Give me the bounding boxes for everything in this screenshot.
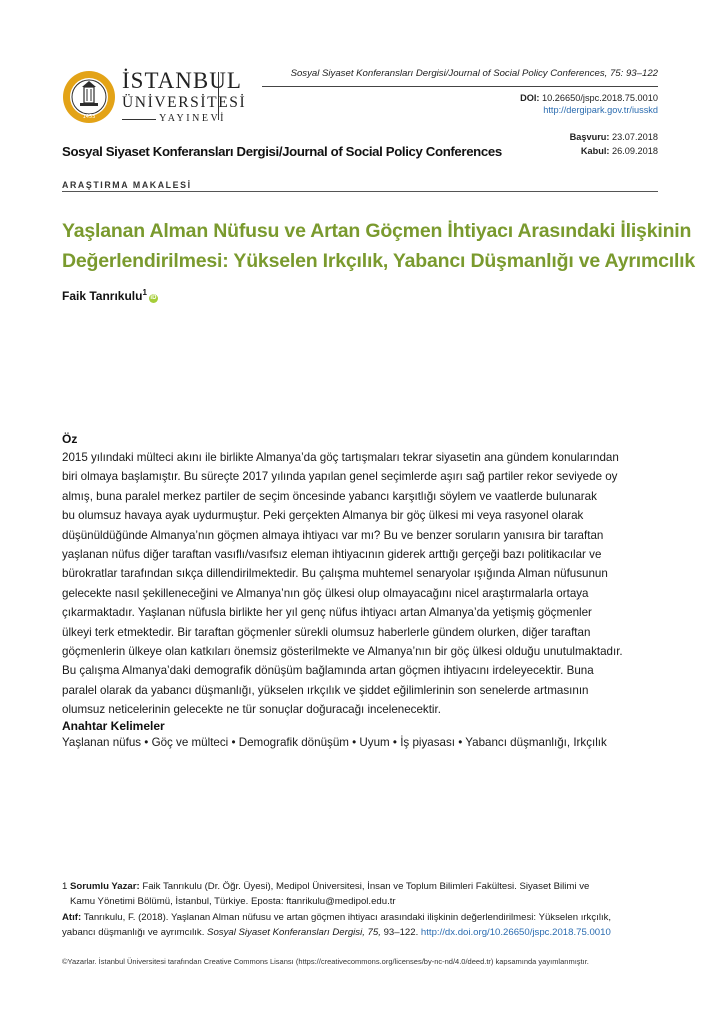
abstract-line: olumsuz neticelerinin gelecekte ne tür sonuçlar doğuracağı incelenecektir. bbox=[62, 703, 441, 717]
title-line: Değerlendirilmesi: Yükselen Irkçılık, Yabancı Düşmanlığı ve Ayrımcılık bbox=[62, 250, 696, 272]
section-rule bbox=[62, 191, 658, 192]
received-date: 23.07.2018 bbox=[612, 132, 658, 142]
journal-issue-line: Sosyal Siyaset Konferansları Dergisi/Journal of Social Policy Conferences, 75: 93–122 bbox=[290, 68, 658, 79]
footnote-label: Sorumlu Yazar: bbox=[70, 881, 140, 892]
logo-divider bbox=[218, 72, 219, 120]
citation-text: yabancı düşmanlığı ve ayrımcılık. bbox=[62, 926, 205, 938]
footnote-number: 1 bbox=[62, 881, 68, 892]
received-label: Başvuru: bbox=[569, 132, 610, 142]
keywords-list: Yaşlanan nüfus • Göç ve mülteci • Demografik dönüşüm • Uyum • İş piyasası • Yabancı düşmanlığı, Irkçılık bbox=[62, 736, 607, 749]
abstract-line: bu olumsuz havaya ayak uydurmuştur. Peki gerçekten Almanya bir göç ülkesi mi veya rasyonel olarak bbox=[62, 509, 584, 523]
abstract-line: gelecekte nasıl şekilleneceğini ve Almanya’nın göç ülkesi olup olmayacağını nicel araştırmalarla ortaya bbox=[62, 586, 589, 600]
journal-url[interactable]: http://dergipark.gov.tr/iusskd bbox=[543, 105, 658, 115]
citation-journal: Sosyal Siyaset Konferansları Dergisi, 75, bbox=[207, 926, 381, 938]
journal-full-title: Sosyal Siyaset Konferansları Dergisi/Journal of Social Policy Conferences bbox=[62, 144, 502, 159]
abstract-line: ülkeyi terk etmektedir. Bir taraftan göçmenler sürekli olumsuz haberlerle gündem olurken, diğer taraftan bbox=[62, 625, 591, 639]
abstract-line: düşünüldüğünde Almanya’nın göçmen almaya ihtiyacı var mı? Bu ve benzer soruların yanısıra bir taraftan bbox=[62, 528, 604, 542]
author bbox=[62, 288, 158, 303]
abstract-line: paralel olarak da yabancı düşmanlığı, yükselen ırkçılık ve şiddet eğilimlerinin son senelerde artmasının bbox=[62, 683, 589, 697]
citation-block bbox=[62, 911, 662, 940]
abstract-line: almış, buna paralel merkez partiler de seçim öncesinde yabancı karşıtlığı söylem ve vaatlerde bulunarak bbox=[62, 489, 597, 503]
university-seal-icon bbox=[62, 70, 116, 124]
citation-label: Atıf: bbox=[62, 912, 82, 923]
abstract-line: yaşlanan nüfus diğer taraftan vasıflı/vasıfsız eleman ihtiyacının giderek arttığı gerçeği bazı politikacılar ve bbox=[62, 548, 602, 562]
corresponding-author-footnote bbox=[62, 880, 662, 909]
citation-pages: 93–122. bbox=[383, 926, 419, 938]
seal-year: 1453 bbox=[82, 114, 96, 120]
abstract-heading: Öz bbox=[62, 432, 78, 446]
abstract-line: 2015 yılındaki mülteci akını ile birlikte Almanya’da göç tartışmaları tekrar siyasetin ana gündem konularından bbox=[62, 451, 619, 464]
article-title bbox=[62, 216, 696, 276]
abstract-line: bürokratlar tarafından sıkça dillendirilmektedir. Bu çalışma muhtemel senaryolar ışığında Alman nüfusunun bbox=[62, 567, 608, 581]
doi-line bbox=[380, 93, 658, 103]
footnote-text: Kamu Yönetimi Bölümü, İstanbul, Türkiye. Eposta: ftanrikulu@medipol.edu.tr bbox=[70, 895, 396, 907]
section-label: ARAŞTIRMA MAKALESİ bbox=[62, 180, 192, 190]
orcid-icon[interactable]: iD bbox=[150, 295, 157, 301]
doi-label: DOI: bbox=[520, 93, 540, 103]
publisher-name: YAYINEVİ bbox=[159, 113, 226, 124]
footnote-text: Faik Tanrıkulu (Dr. Öğr. Üyesi), Medipol Üniversitesi, İnsan ve Toplum Bilimleri Fakültesi. Siyaset Bilimi ve bbox=[142, 881, 590, 892]
university-name: İSTANBUL bbox=[122, 68, 242, 93]
title-line: Yaşlanan Alman Nüfusu ve Artan Göçmen İhtiyacı Arasındaki İlişkinin bbox=[62, 220, 692, 242]
citation-doi-link[interactable]: http://dx.doi.org/10.26650/jspc.2018.75.0010 bbox=[420, 926, 611, 938]
abstract-line: göçmenlerin ülkeye olan katkıları önemsiz gösterilmekte ve Almanya’nın bir göç ülkesi olduğu unutulmaktadır. bbox=[62, 645, 623, 659]
abstract-line: biri olmaya başlamıştır. Bu süreçte 2017 yılında yapılan genel seçimlerde aşırı sağ partiler rekor seviyede oy bbox=[62, 470, 618, 484]
abstract-line: çıkarmaktadır. Yaşlanan nüfusla birlikte her yıl genç nüfus ihtiyacı artan Almanya’da yetişmiş göçmenler bbox=[62, 606, 592, 620]
accepted-label: Kabul: bbox=[580, 146, 610, 156]
doi-value[interactable]: 10.26650/jspc.2018.75.0010 bbox=[542, 93, 658, 103]
license-text: ©Yazarlar. İstanbul Üniversitesi tarafından Creative Commons Lisansı (https://creativecommons.org/licenses/by-nc-nd/4.0/deed.tr) kapsamında yayımlanmıştır. bbox=[62, 957, 589, 966]
abstract-body bbox=[62, 448, 658, 720]
keywords-heading: Anahtar Kelimeler bbox=[62, 719, 165, 733]
abstract-line: Bu çalışma Almanya’daki demografik dönüşüm bağlamında artan göçmen ihtiyacını irdeleyecektir. Buna bbox=[62, 664, 594, 678]
author-name: Faik Tanrıkulu bbox=[62, 289, 143, 303]
citation-text: Tanrıkulu, F. (2018). Yaşlanan Alman nüfusu ve artan göçmen ihtiyacı arasındaki ilişkinin değerlendirilmesi: Yükselen ırkçılık, bbox=[83, 912, 612, 923]
header-rule bbox=[262, 86, 658, 87]
submission-dates bbox=[480, 130, 658, 158]
accepted-date: 26.09.2018 bbox=[612, 146, 658, 156]
university-name-suffix: ÜNİVERSİTESİ bbox=[122, 94, 247, 111]
author-footnote-mark: 1 bbox=[142, 288, 147, 297]
